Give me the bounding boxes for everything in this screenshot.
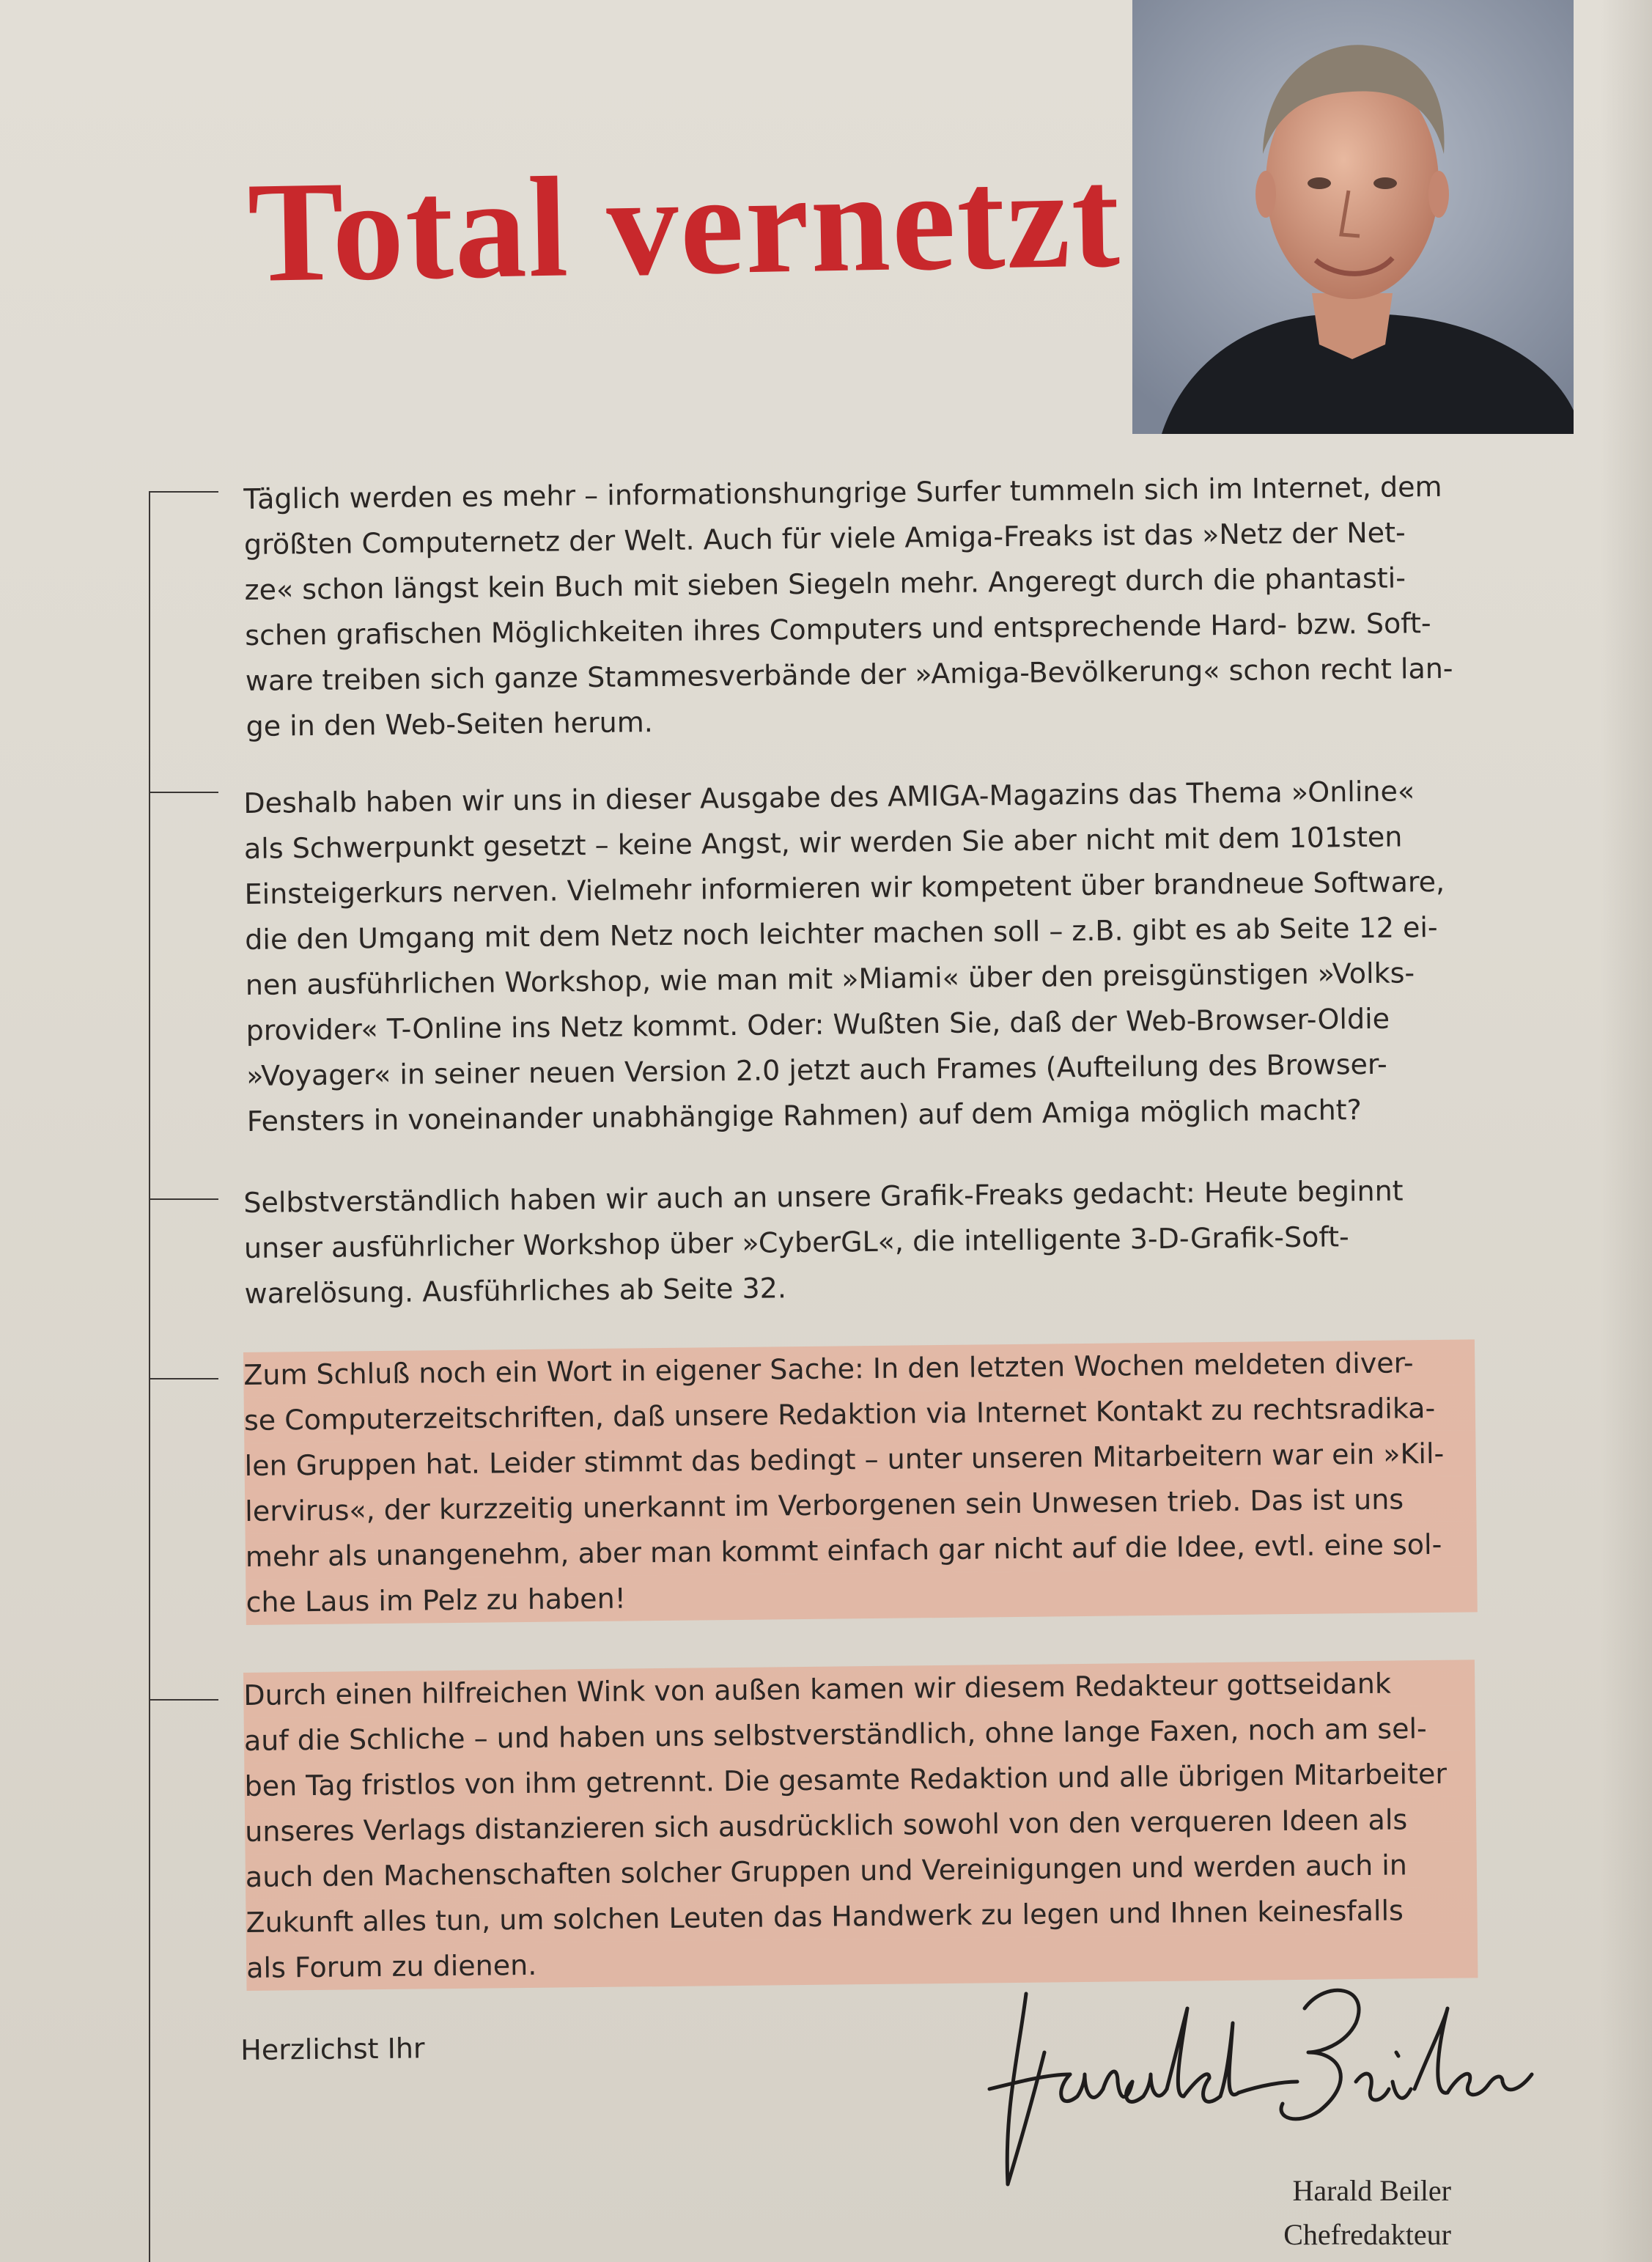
highlighted-text-line: Zum Schluß noch ein Wort in eigener Sache: In den letzten Wochen meldeten diver- [243, 1339, 1475, 1398]
article-title: Total vernetzt [246, 138, 1122, 312]
highlighted-text-line: se Computerzeitschriften, daß unsere Redaktion via Internet Kontakt zu rechtsradika- [244, 1385, 1476, 1443]
text-line: als Schwerpunkt gesetzt – keine Angst, wir werden Sie aber nicht mit dem 101sten [243, 820, 1403, 865]
paragraph-highlighted-statement [243, 1339, 1478, 1625]
text-line: Einsteigerkurs nerven. Vielmehr informieren wir kompetent über brandneue Software, [244, 865, 1445, 910]
text-line: »Voyager« in seiner neuen Version 2.0 jetzt auch Frames (Aufteilung des Browser- [246, 1047, 1388, 1092]
highlighted-text-line: che Laus im Pelz zu haben! [246, 1566, 1478, 1625]
text-line: nen ausführlichen Workshop, wie man mit »Miami« über den preisgünstigen »Volks- [245, 957, 1415, 1001]
author-portrait-photo [1132, 0, 1574, 434]
closing-greeting: Herzlichst Ihr [240, 2032, 425, 2066]
text-line: unser ausführlicher Workshop über »CyberGL«, die intelligente 3-D-Grafik-Soft- [243, 1220, 1349, 1264]
text-line: schen grafischen Möglichkeiten ihres Computers und entsprechende Hard- bzw. Soft- [245, 607, 1431, 652]
highlighted-text-line: Zukunft alles tun, um solchen Leuten das Handwerk zu legen und Ihnen keinesfalls [246, 1887, 1478, 1945]
text-line: Selbstverständlich haben wir auch an unsere Grafik-Freaks gedacht: Heute beginnt [243, 1174, 1404, 1219]
paragraph-highlighted-distancing [243, 1659, 1478, 1991]
text-line: ware treiben sich ganze Stammesverbände der »Amiga-Bevölkerung« schon recht lan- [245, 652, 1453, 697]
paragraph-marker [149, 1198, 218, 1200]
text-line: die den Umgang mit dem Netz noch leichter machen soll – z.B. gibt es ab Seite 12 ei- [245, 910, 1438, 956]
paragraph-marker [149, 1378, 218, 1379]
text-line: Deshalb haben wir uns in dieser Ausgabe des AMIGA-Magazins das Thema »Online« [243, 775, 1415, 819]
paragraph-cybergl [243, 1167, 1476, 1316]
author-role: Chefredakteur [1283, 2218, 1451, 2251]
text-line: Täglich werden es mehr – informationshungrige Surfer tummeln sich im Internet, dem [243, 470, 1442, 515]
highlighted-text-line: unseres Verlags distanzieren sich ausdrücklich sowohl von den verqueren Ideen als [245, 1796, 1477, 1854]
text-line: warelösung. Ausführliches ab Seite 32. [244, 1272, 787, 1310]
highlighted-text-line: lervirus«, der kurzzeitig unerkannt im Verborgenen sein Unwesen trieb. Das ist uns [245, 1476, 1477, 1534]
text-line: ge in den Web-Seiten herum. [246, 706, 654, 743]
highlighted-text-line: Durch einen hilfreichen Wink von außen kamen wir diesem Redakteur gottseidank [243, 1659, 1475, 1718]
highlighted-text-line: auch den Machenschaften solcher Gruppen und Vereinigungen und werden auch in [246, 1841, 1478, 1900]
handwritten-signature [975, 1964, 1554, 2199]
author-name: Harald Beiler [1292, 2174, 1451, 2207]
paragraph-online-focus [243, 767, 1478, 1144]
margin-bracket-line [149, 491, 150, 2262]
paragraph-marker [149, 491, 218, 493]
highlighted-text-line: mehr als unangenehm, aber man kommt einfach gar nicht auf die Idee, evtl. eine sol- [246, 1521, 1478, 1580]
highlighted-text-line: als Forum zu dienen. [246, 1932, 1478, 1991]
highlighted-text-line: len Gruppen hat. Leider stimmt das bedingt – unter unseren Mitarbeitern war ein »Kil- [244, 1430, 1476, 1489]
page-edge-shadow [1601, 0, 1652, 2262]
text-line: ze« schon längst kein Buch mit sieben Siegeln mehr. Angeregt durch die phantasti- [244, 561, 1406, 606]
paragraph-intro [243, 463, 1478, 749]
paragraph-marker [149, 1699, 218, 1701]
text-line: Fensters in voneinander unabhängige Rahmen) auf dem Amiga möglich macht? [246, 1094, 1362, 1138]
highlighted-text-line: auf die Schliche – und haben uns selbstverständlich, ohne lange Faxen, noch am sel- [244, 1705, 1476, 1764]
text-line: größten Computernetz der Welt. Auch für viele Amiga-Freaks ist das »Netz der Net- [243, 516, 1406, 561]
text-line: provider« T-Online ins Netz kommt. Oder: Wußten Sie, daß der Web-Browser-Oldie [246, 1002, 1390, 1047]
highlighted-text-line: ben Tag fristlos von ihm getrennt. Die gesamte Redaktion und alle übrigen Mitarbeiter [244, 1750, 1476, 1809]
paragraph-marker [149, 792, 218, 793]
